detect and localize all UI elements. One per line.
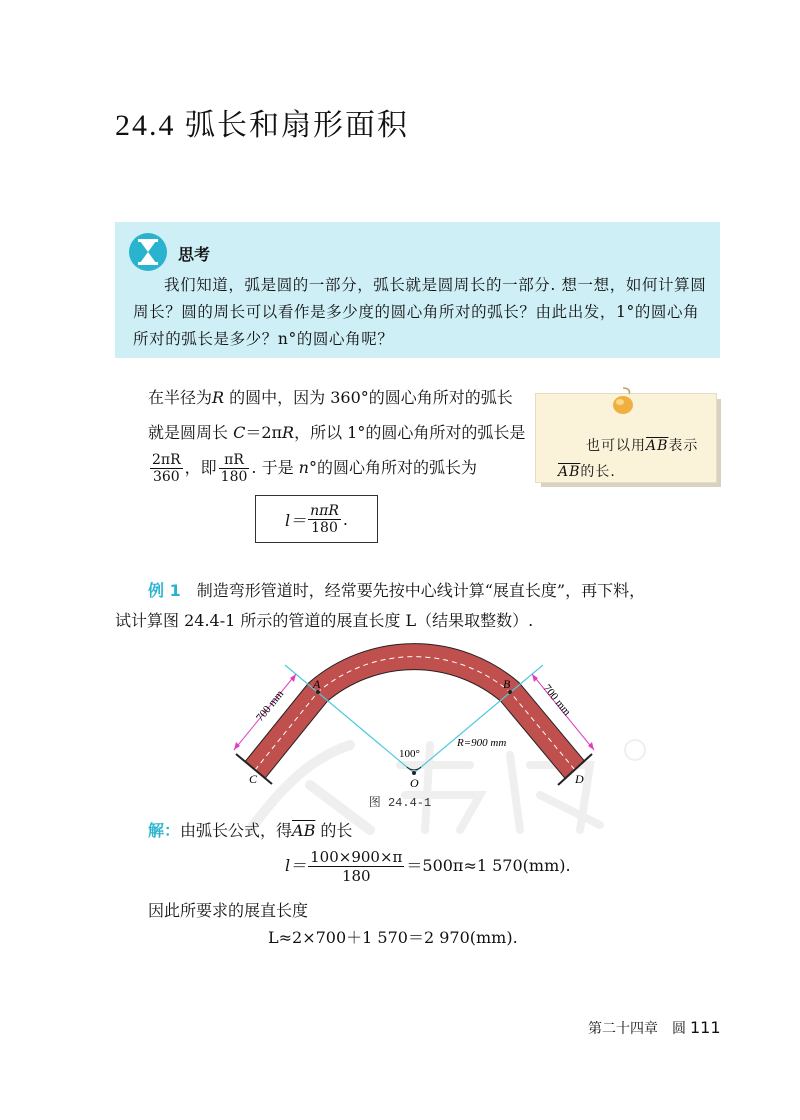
figure-caption: 图 24.4-1 xyxy=(368,796,432,810)
think-label: 思考 xyxy=(178,245,211,264)
fraction-2piR-360: $\frac{2\pi R}{360}$ xyxy=(152,452,181,485)
solution-line: 解：由弧长公式，得$\overline{AB}$ 的长 xyxy=(148,821,353,840)
len-right-label: 700 mm xyxy=(540,682,573,719)
example-label: 例 1 xyxy=(148,581,181,600)
label-d: D xyxy=(575,772,584,786)
fraction-piR-180: $\frac{\pi R}{180}$ xyxy=(220,452,248,485)
solution-text-2: 因此所要求的展直长度 xyxy=(148,901,309,920)
equation-arc-length: l＝ $\frac{100\times 900\times\pi}{180}$ ＝500π≈1 570(mm). xyxy=(285,848,571,885)
radius-label: R=900 mm xyxy=(457,737,507,749)
label-a: A xyxy=(313,677,321,691)
page-footer xyxy=(588,1018,721,1038)
label-o: O xyxy=(410,776,419,790)
len-left-label: 700 mm xyxy=(254,688,287,724)
angle-label: 100° xyxy=(399,748,420,760)
pipe-figure xyxy=(225,640,605,815)
page-number: 111 xyxy=(690,1018,721,1037)
equation-total-length: L≈2×700＋1 570＝2 970(mm). xyxy=(268,928,518,947)
section-title: 24.4 弧长和扇形面积 xyxy=(115,109,409,142)
think-text: 我们知道，弧是圆的一部分，弧长就是圆周长的一部分. 想一想，如何计算圆周长？圆的周长可以看作是多少度的圆心角所对的弧长？由此出发，1°的圆心角所对的弧长是多少？n°的圆心角呢？ xyxy=(133,276,707,348)
solution-label: 解： xyxy=(148,821,181,840)
label-b: B xyxy=(503,677,511,691)
example-1: 例 1 制造弯形管道时，经常要先按中心线计算“展直长度”，再下料， 试计算图 24.4-1 所示的管道的展直长度 L（结果取整数）. xyxy=(115,581,646,630)
center-point xyxy=(412,771,416,775)
label-c: C xyxy=(249,772,258,786)
think-icon xyxy=(128,232,168,272)
chapter-label: 第二十四章 圆 xyxy=(588,1021,686,1037)
main-paragraph: 在半径为R 的圆中，因为 360°的圆心角所对的弧长就是圆周长 C＝2πR，所以 1°的圆心角所对的弧长是 $\frac{2\pi R}{360}$ ，即 $\frac{\pi R}{180}$ . 于是 n°的圆心角所对的弧长为 xyxy=(148,388,526,485)
pushpin-icon xyxy=(609,386,637,416)
side-note-text: 也可以用$\overline{AB}$表示$\overline{AB}$的长. xyxy=(558,438,699,480)
arc-length-formula: l＝ $\frac{\text{nπR}}{180}$ . xyxy=(255,495,378,543)
